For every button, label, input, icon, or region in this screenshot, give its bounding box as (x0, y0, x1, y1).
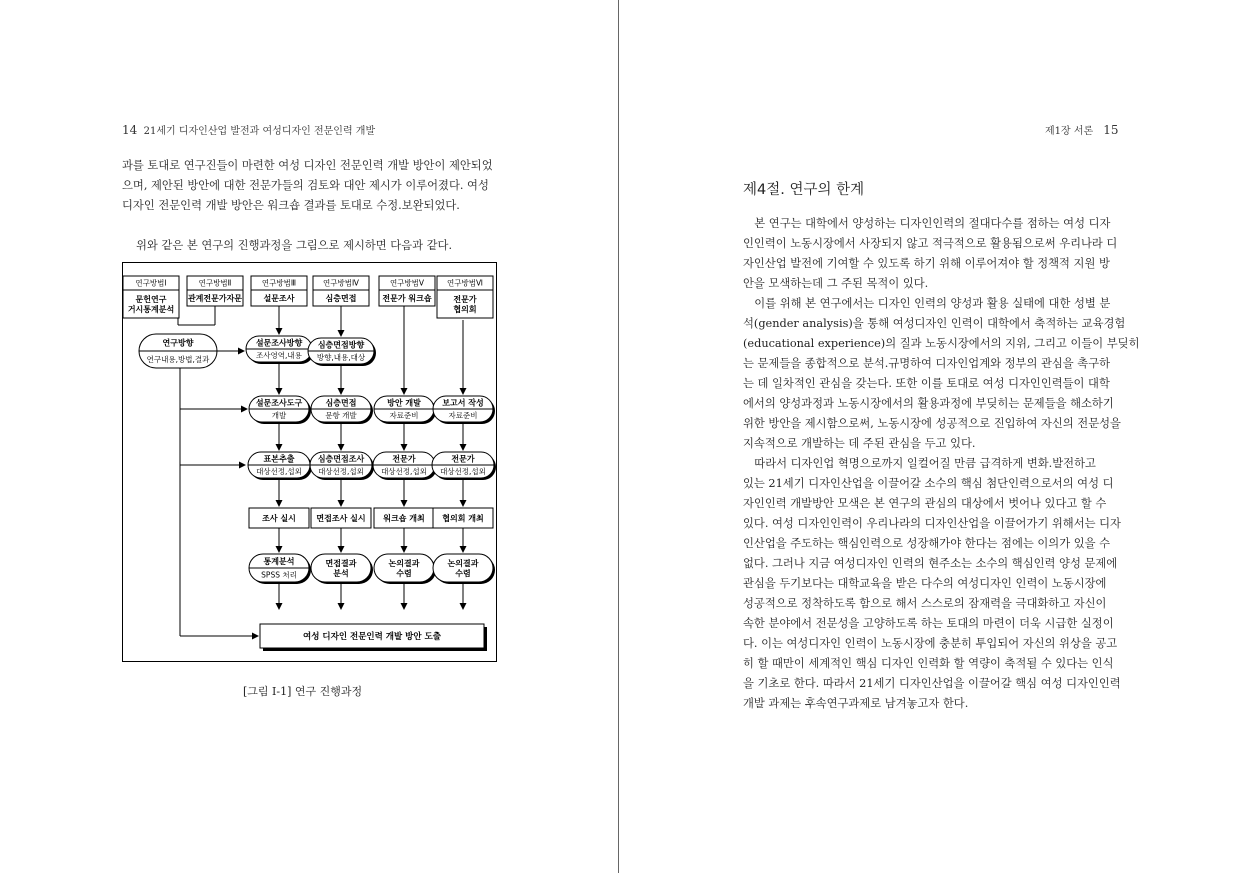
text-line: 안을 모색하는데 그 주된 목적이 있다. (743, 277, 929, 290)
left-page-number: 14 (122, 123, 138, 137)
text-line: 는 문제들을 종합적으로 분석.규명하여 디자인업계와 정부의 관심을 촉구하 (743, 357, 1111, 370)
method-label: 연구방법Ⅴ (389, 278, 425, 288)
node-title: 수렴 (396, 568, 412, 578)
method-task: 거시통계분석 (127, 304, 175, 314)
method-label: 연구방법Ⅲ (261, 278, 297, 288)
node-sub: SPSS 처리 (261, 570, 297, 580)
method-task: 문헌연구 (135, 294, 167, 304)
method-task: 심층면접 (325, 293, 357, 303)
action-label: 면접조사 실시 (316, 513, 366, 523)
text-line: 히 할 때만이 세계적인 핵심 디자인 인력화 할 역량이 축적될 수 있다는 인식 (743, 657, 1114, 670)
text-line: 인인력이 노동시장에서 사장되지 않고 적극적으로 활용됨으로써 우리나라 디 (743, 237, 1118, 250)
left-paragraph-1 (122, 156, 493, 216)
text-line: 을 기초로 한다. 따라서 21세기 디자인산업을 이끌어갈 핵심 여성 디자인인력 (743, 677, 1121, 690)
text-line: 자인산업 발전에 기여할 수 있도록 하기 위해 이루어져야 할 정책적 지원 방 (743, 257, 1110, 270)
text-line: 있는 21세기 디자인산업을 이끌어갈 소수의 핵심 첨단인력으로서의 여성 디 (743, 477, 1114, 490)
text-line: 는 데 일차적인 관심을 갖는다. 또한 이를 토대로 여성 디자인인력들이 대학 (743, 377, 1110, 390)
node-sub: 개발 (271, 411, 287, 421)
text-line: 자인인력 개발방안 모색은 본 연구의 관심의 대상에서 벗어나 있다고 할 수 (743, 497, 1107, 510)
node-title: 심층면접방향 (317, 340, 365, 350)
section-title: 제4절. 연구의 한계 (743, 182, 865, 198)
node-title: 논의결과 (447, 558, 479, 568)
node-title: 분석 (333, 568, 349, 578)
node-title: 심층면접조사 (317, 454, 365, 464)
node-title: 심층면접 (325, 398, 357, 408)
method-task: 전문가 (453, 294, 477, 304)
node-title: 수렴 (455, 568, 471, 578)
node-sub: 자료준비 (389, 411, 419, 421)
node-sub: 문항 개발 (325, 411, 357, 421)
research-process-figure (122, 262, 497, 662)
text-line: 석(gender analysis)을 통해 여성디자인 인력이 대학에서 축적하는 교육경험 (743, 317, 1126, 330)
action-label: 조사 실시 (262, 513, 296, 523)
node-title: 설문조사방향 (255, 338, 303, 348)
method-label: 연구방법Ⅰ (135, 278, 167, 288)
left-paragraph-2 (136, 236, 452, 256)
node-sub: 대상선정,섭외 (318, 467, 364, 477)
node-sub: 방향,내용,대상 (316, 353, 366, 363)
figure-caption: [그림 Ⅰ-1] 연구 진행과정 (243, 685, 363, 698)
node-sub: 대상선정,섭외 (256, 467, 302, 477)
action-label: 협의회 개최 (442, 513, 484, 523)
node-sub: 조사영역,내용 (256, 351, 302, 361)
action-label: 워크숍 개최 (383, 513, 425, 523)
text-line: 위와 같은 본 연구의 진행과정을 그림으로 제시하면 다음과 같다. (136, 239, 453, 252)
node-title: 보고서 작성 (442, 398, 484, 408)
text-line: 인산업을 주도하는 핵심인력으로 성장해가야 한다는 점에는 이의가 있을 수 (743, 537, 1111, 550)
node-title: 연구방향 (162, 338, 194, 348)
method-label: 연구방법Ⅳ (323, 278, 359, 288)
text-line: 지속적으로 개발하는 데 주된 관심을 두고 있다. (743, 437, 976, 450)
text-line: 에서의 양성과정과 노동시장에서의 활용과정에 부딪히는 문제들을 해소하기 (743, 397, 1114, 410)
text-line: 과를 토대로 연구진들이 마련한 여성 디자인 전문인력 개발 방안이 제안되었 (122, 159, 493, 172)
text-line: 있다. 여성 디자인인력이 우리나라의 디자인산업을 이끌어가기 위해서는 디자 (743, 517, 1121, 530)
left-running-title: 21세기 디자인산업 발전과 여성디자인 전문인력 개발 (143, 126, 376, 137)
final-label: 여성 디자인 전문인력 개발 방안 도출 (303, 631, 441, 642)
node-sub: 대상선정,섭외 (440, 467, 486, 477)
node-title: 면접결과 (325, 558, 357, 568)
text-line: (educational experience)의 질과 노동시장에서의 지위, 그리고 이들이 부딪히 (743, 337, 1140, 350)
flowchart (123, 263, 496, 661)
node-sub: 대상선정,섭외 (381, 467, 427, 477)
node-title: 전문가 (451, 454, 475, 464)
node-title: 논의결과 (388, 558, 420, 568)
text-line: 성공적으로 정착하도록 함으로 해서 스스로의 잠재력을 극대화하고 자신이 (743, 597, 1107, 610)
method-task: 관계전문가자문 (187, 293, 243, 303)
text-line: 본 연구는 대학에서 양성하는 디자인인력의 절대다수를 점하는 여성 디자 (743, 217, 1111, 230)
text-line: 디자인 전문인력 개발 방안은 워크숍 결과를 토대로 수정.보완되었다. (122, 199, 460, 212)
node-title: 전문가 (392, 454, 416, 464)
node-title: 표본추출 (263, 454, 295, 464)
right-page-number: 15 (1103, 123, 1119, 137)
text-line: 없다. 그러나 지금 여성디자인 인력의 현주소는 소수의 핵심인력 양성 문제에 (743, 557, 1118, 570)
method-task: 전문가 워크숍 (382, 293, 432, 303)
text-line: 개발 과제는 후속연구과제로 남겨놓고자 한다. (743, 697, 969, 710)
node-title: 설문조사도구 (255, 398, 303, 408)
text-line: 다. 이는 여성디자인 인력이 노동시장에 충분히 투입되어 자신의 위상을 공고 (743, 637, 1118, 650)
text-line: 따라서 디자인업 혁명으로까지 일컬어질 만큼 급격하게 변화.발전하고 (743, 457, 1096, 470)
text-line: 관심을 두기보다는 대학교육을 받은 다수의 여성디자인 인력이 노동시장에 (743, 577, 1107, 590)
right-page-header (1045, 122, 1118, 137)
node-title: 통계분석 (263, 556, 295, 566)
left-page-header (122, 122, 375, 137)
method-task: 설문조사 (263, 293, 295, 303)
text-line: 으며, 제안된 방안에 대한 전문가들의 검토와 대안 제시가 이루어졌다. 여성 (122, 179, 489, 192)
node-sub: 연구내용,방법,결과 (146, 355, 210, 365)
page-gutter-divider (618, 0, 619, 873)
text-line: 이를 위해 본 연구에서는 디자인 인력의 양성과 활용 실태에 대한 성별 분 (743, 297, 1111, 310)
text-line: 위한 방안을 제시함으로써, 노동시장에 성공적으로 진입하여 자신의 전문성을 (743, 417, 1121, 430)
node-title: 방안 개발 (387, 398, 421, 408)
method-label: 연구방법Ⅱ (198, 278, 232, 288)
text-line: 속한 분야에서 전문성을 고양하도록 하는 토대의 마련이 더욱 시급한 실정이 (743, 617, 1114, 630)
right-body-text (743, 214, 1140, 714)
chapter-label: 제1장 서론 (1045, 126, 1094, 137)
node-sub: 자료준비 (448, 411, 478, 421)
method-label: 연구방법Ⅵ (447, 278, 483, 288)
method-task: 협의회 (453, 304, 477, 314)
